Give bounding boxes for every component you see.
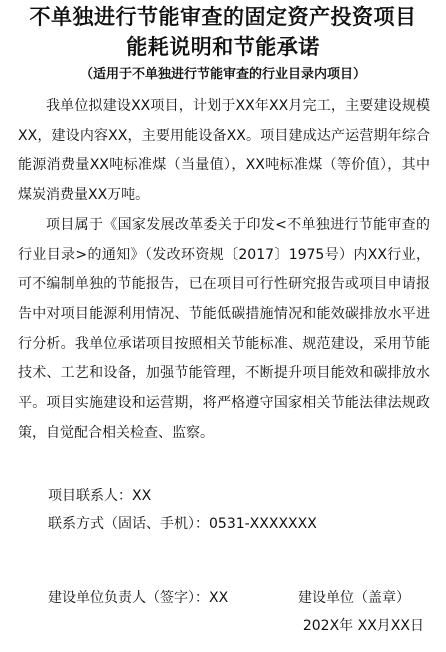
document-title-line-1: 不单独进行节能审查的固定资产投资项目 bbox=[29, 4, 417, 29]
contact-method: 联系方式（固话、手机）：0531-XXXXXXX bbox=[48, 516, 317, 532]
contact-person: 项目联系人：XX bbox=[48, 488, 152, 504]
unit-seal-line: 建设单位（盖章） bbox=[298, 590, 410, 606]
paragraph-commitment: 项目属于《国家发展改革委关于印发<不单独进行节能审查的行业目录>的通知》（发改环资规〔2017〕1975号）内XX行业，可不编制单独的节能报告，已在项目可行性研究报告或项目申请报告中对项目能源利用情况、节能低碳措施情况和能效碳排放水平进行分析。我单位承诺项目按照相关节能标准、规范建设，采用节能技术、工艺和设备，加强节能管理，不断提升项目能效和碳排放水平。项目实施建设和运营期，将严格遵守国家相关节能法律法规政策，自觉配合相关检查、监察。 bbox=[18, 216, 430, 441]
signatory-line: 建设单位负责人（签字）：XX bbox=[48, 590, 229, 606]
document-title-line-2: 能耗说明和节能承诺 bbox=[126, 34, 320, 59]
paragraph-project-overview: 我单位拟建设XX项目，计划于XX年XX月完工，主要建设规模XX，建设内容XX，主要用能设备XX。项目建成达产运营期年综合能源消费量XX吨标准煤（当量值），XX吨标准煤（等价值），其中煤炭消费量XX万吨。 bbox=[18, 98, 430, 204]
document-body bbox=[18, 92, 430, 448]
document-subtitle: （适用于不单独进行节能审查的行业目录内项目） bbox=[79, 67, 366, 82]
document-date: 202X年 XX月XX日 bbox=[302, 618, 424, 634]
